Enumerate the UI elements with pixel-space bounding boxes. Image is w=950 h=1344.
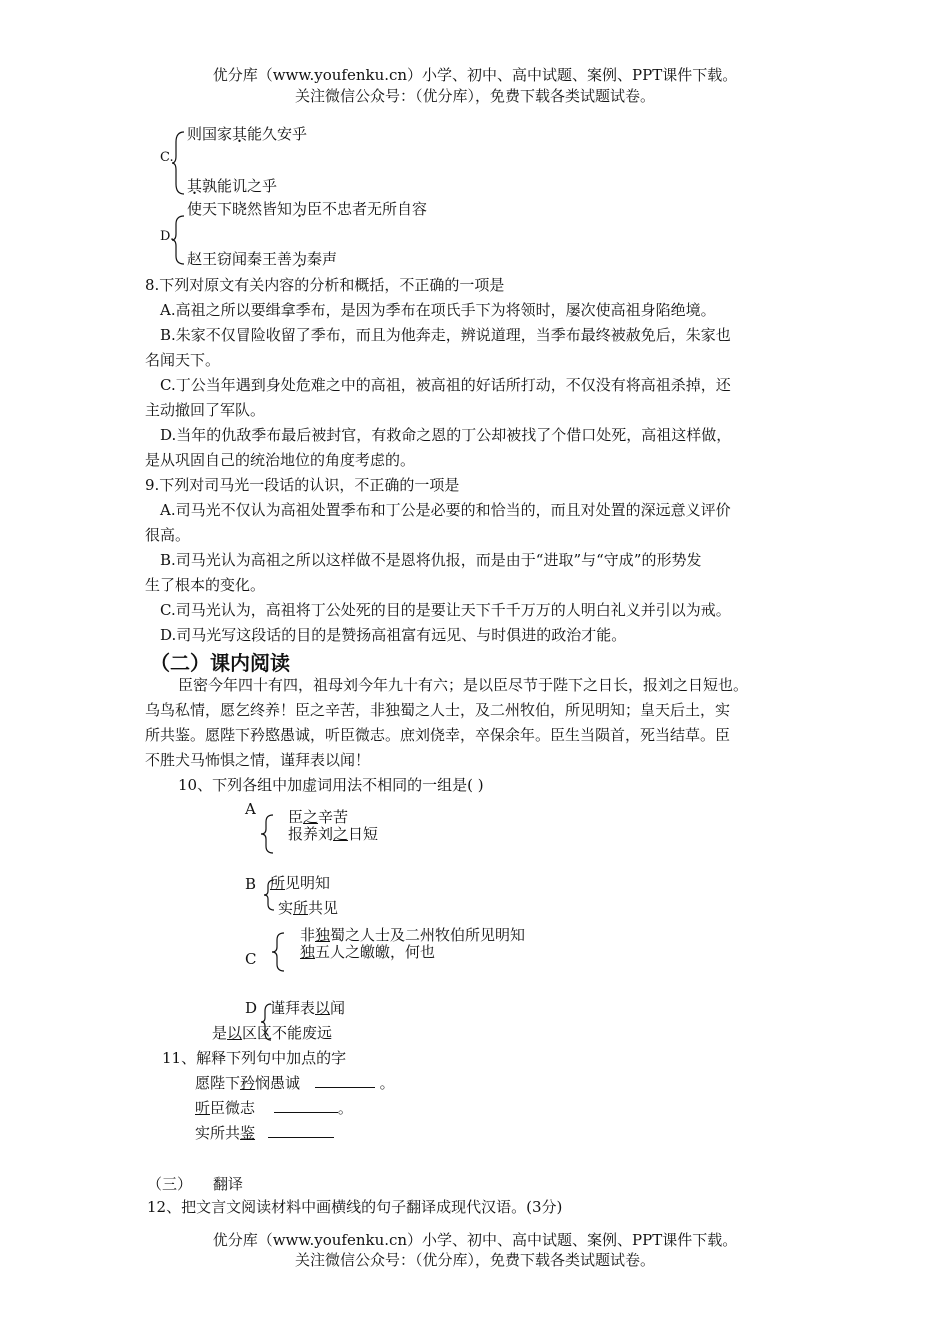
passage-line-1: 臣密今年四十有四，祖母刘今年九十有六；是以臣尽节于陛下之日长，报刘之日短也。	[178, 676, 749, 694]
q8-option-d-line-1: D.当年的仇敌季布最后被封官，有救命之恩的丁公却被找了个借口处死，高祖这样做，	[160, 426, 732, 444]
footer-line-1: 优分库（www.youfenku.cn）小学、初中、高中试题、案例、PPT课件下载。	[212, 1231, 738, 1249]
underlined-char: 所	[270, 874, 286, 892]
q8-option-b-line-1: B.朱家不仅冒险收留了季布，而且为他奔走，辨说道理，当季布最终被赦免后，朱家也	[160, 326, 731, 344]
q7-option-d-sentence-2	[187, 249, 337, 269]
underlined-char: 独	[300, 943, 316, 961]
passage-line-3: 所共鉴。愿陛下矜愍愚诚，听臣微志。庶刘侥幸，卒保余年。臣生当陨首，死当结草。臣	[145, 726, 731, 744]
q10-option-a-brace	[259, 813, 275, 855]
answer-blank[interactable]	[268, 1123, 334, 1138]
text: 辛苦	[318, 808, 349, 826]
q11-item-2	[195, 1097, 353, 1119]
q7-option-c-sentence-2	[187, 176, 277, 196]
q11-item-1	[195, 1072, 395, 1094]
q8-option-a: A.高祖之所以要缉拿季布，是因为季布在项氏手下为将领时，屡次使高祖身陷绝境。	[160, 301, 716, 319]
q8-option-d-line-2: 是从巩固自己的统治地位的角度考虑的。	[145, 451, 416, 469]
q10-option-a-sentence-2	[288, 825, 378, 843]
footer-line-2: 关注微信公众号：（优分库），免费下载各类试题试卷。	[294, 1251, 655, 1269]
q10-option-c-brace	[270, 931, 286, 973]
text: 是	[212, 1024, 228, 1042]
passage-line-2: 乌鸟私情，愿乞终养！臣之辛苦，非独蜀之人士，及二州牧伯，所见明知；皇天后土，实	[145, 701, 731, 719]
text: 五人之皦皦，何也	[315, 943, 436, 961]
q9-option-a-line-2: 很高。	[145, 526, 191, 544]
underlined-char: 所	[293, 899, 309, 917]
text: 愿陛下	[195, 1074, 241, 1092]
text: 。	[379, 1074, 395, 1092]
q9-option-b-line-1: B.司马光认为高祖之所以这样做不是恩将仇报，而是由于“进取”与“守成”的形势发	[160, 551, 702, 569]
q11-item-3	[195, 1122, 334, 1144]
q10-option-c-sentence-1	[300, 926, 525, 944]
dotted-char: 其	[232, 125, 248, 143]
text: 蜀之人士及二州牧伯所见明知	[330, 926, 526, 944]
q7-option-d-sentence-1	[187, 199, 427, 219]
q9-option-a-line-1: A.司马光不仅认为高祖处置季布和丁公是必要的和恰当的，而且对处置的深远意义评价	[160, 501, 731, 519]
text: 闻	[330, 999, 346, 1017]
q7-option-d-label: D.	[160, 229, 175, 244]
q7-option-c-sentence-1	[187, 124, 307, 144]
text: 臣不忠者无所自容	[307, 200, 428, 218]
q10-option-a-sentence-1	[288, 808, 348, 826]
q8-option-c-line-1: C.丁公当年遇到身处危难之中的高祖，被高祖的好话所打动，不仅没有将高祖杀掉，还	[160, 376, 731, 394]
passage-line-4: 不胜犬马怖惧之情，谨拜表以闻！	[145, 751, 371, 769]
dotted-char: 为	[292, 200, 308, 218]
q10-stem: 10、下列各组中加虚词用法不相同的一组是( )	[178, 776, 484, 794]
text: 则国家	[187, 125, 233, 143]
q9-stem: 9.下列对司马光一段话的认识，不正确的一项是	[145, 476, 460, 494]
q10-option-d-sentence-1	[270, 998, 345, 1018]
text: 臣	[288, 808, 304, 826]
text: 使天下晓然皆知	[187, 200, 293, 218]
q8-option-c-line-2: 主动撤回了军队。	[145, 401, 266, 419]
text: 谨拜表	[270, 999, 316, 1017]
text: 能久安乎	[247, 125, 308, 143]
text: 共见	[308, 899, 339, 917]
text: 赵王窃闻秦王善	[187, 250, 293, 268]
answer-blank[interactable]	[315, 1073, 375, 1088]
q10-option-b-sentence-1	[270, 873, 330, 893]
text: 孰能讥之乎	[202, 177, 278, 195]
section-3-number: （三）	[147, 1175, 193, 1193]
q8-stem: 8.下列对原文有关内容的分析和概括，不正确的一项是	[145, 276, 505, 294]
underlined-char: 独	[315, 926, 331, 944]
dotted-char: 为	[292, 250, 308, 268]
text: 日短	[348, 825, 379, 843]
text: 悯愚诚	[255, 1074, 301, 1092]
q8-option-b-line-2: 名闻天下。	[145, 351, 221, 369]
text: 臣微志	[210, 1099, 256, 1117]
q10-option-c-label: C	[245, 950, 257, 968]
text: 见明知	[285, 874, 331, 892]
q10-option-b-sentence-2	[278, 898, 338, 918]
underlined-char: 以	[227, 1024, 243, 1042]
q10-option-c-sentence-2	[300, 943, 435, 961]
section-2-title: （二）课内阅读	[150, 651, 290, 675]
text: 秦声	[307, 250, 338, 268]
q10-option-b-label: B	[245, 875, 257, 893]
underlined-char: 之	[333, 825, 349, 843]
q9-option-b-line-2: 生了根本的变化。	[145, 576, 266, 594]
q11-stem: 11、解释下列句中加点的字	[162, 1049, 347, 1067]
text: 。	[337, 1099, 353, 1117]
header-line-2: 关注微信公众号：（优分库），免费下载各类试题试卷。	[294, 87, 655, 105]
q10-option-d-sentence-2	[212, 1023, 332, 1043]
q9-option-d: D.司马光写这段话的目的是赞扬高祖富有远见、与时俱进的政治才能。	[160, 626, 627, 644]
q12-stem: 12、把文言文阅读材料中画横线的句子翻译成现代汉语。(3分)	[147, 1198, 563, 1216]
q9-option-c: C.司马光认为，高祖将丁公处死的目的是要让天下千千万万的人明白礼义并引以为戒。	[160, 601, 731, 619]
header-line-1: 优分库（www.youfenku.cn）小学、初中、高中试题、案例、PPT课件下载。	[212, 66, 738, 84]
q7-option-d-brace	[172, 214, 186, 266]
underlined-char: 之	[303, 808, 319, 826]
underlined-char: 鉴	[240, 1124, 256, 1142]
underlined-char: 矜	[240, 1074, 256, 1092]
q7-option-c-label: C.	[160, 150, 174, 165]
text: 实所共	[195, 1124, 241, 1142]
q10-option-a-label: A	[245, 800, 256, 818]
q10-option-d-label: D	[245, 999, 258, 1017]
text: 实	[278, 899, 294, 917]
q7-option-c-brace	[172, 130, 186, 196]
dotted-char: 其	[187, 177, 203, 195]
underlined-char: 以	[315, 999, 331, 1017]
text: 报养刘	[288, 825, 334, 843]
answer-blank[interactable]	[274, 1098, 338, 1113]
text: 区区不能废远	[242, 1024, 333, 1042]
text: 非	[300, 926, 316, 944]
section-3-title: 翻译	[213, 1175, 244, 1193]
underlined-char: 听	[195, 1099, 211, 1117]
